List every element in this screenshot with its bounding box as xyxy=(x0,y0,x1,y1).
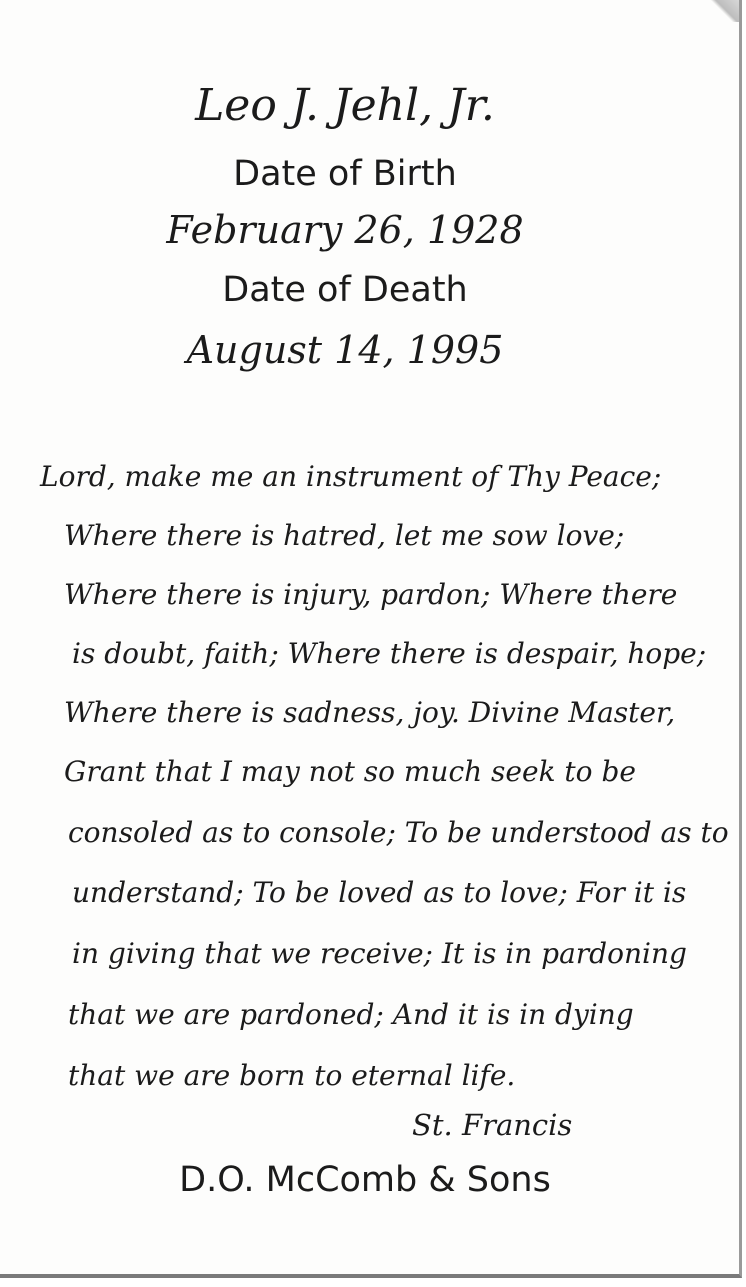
card-corner xyxy=(709,0,739,22)
prayer-line: Where there is sadness, joy. Divine Master, xyxy=(64,696,676,729)
prayer-line: Where there is injury, pardon; Where there xyxy=(64,578,678,611)
prayer-line: Lord, make me an instrument of Thy Peace; xyxy=(40,460,662,493)
prayer-line: Grant that I may not so much seek to be xyxy=(64,755,636,788)
prayer-line: in giving that we receive; It is in pardoning xyxy=(72,937,687,970)
funeral-home-name: D.O. McComb & Sons xyxy=(179,1160,551,1200)
death-date: August 14, 1995 xyxy=(186,328,504,372)
prayer-line: that we are pardoned; And it is in dying xyxy=(68,998,634,1031)
prayer-line: Where there is hatred, let me sow love; xyxy=(64,519,625,552)
page-background-strip xyxy=(0,1278,746,1287)
birth-label: Date of Birth xyxy=(233,154,457,194)
prayer-line: understand; To be loved as to love; For it is xyxy=(72,876,687,909)
deceased-name: Leo J. Jehl, Jr. xyxy=(195,80,495,131)
prayer-attribution: St. Francis xyxy=(412,1108,573,1142)
prayer-line: consoled as to console; To be understood as to xyxy=(68,816,729,849)
birth-date: February 26, 1928 xyxy=(166,208,524,252)
prayer-line: that we are born to eternal life. xyxy=(68,1059,516,1092)
death-label: Date of Death xyxy=(222,270,468,310)
prayer-line: is doubt, faith; Where there is despair, hope; xyxy=(72,637,707,670)
